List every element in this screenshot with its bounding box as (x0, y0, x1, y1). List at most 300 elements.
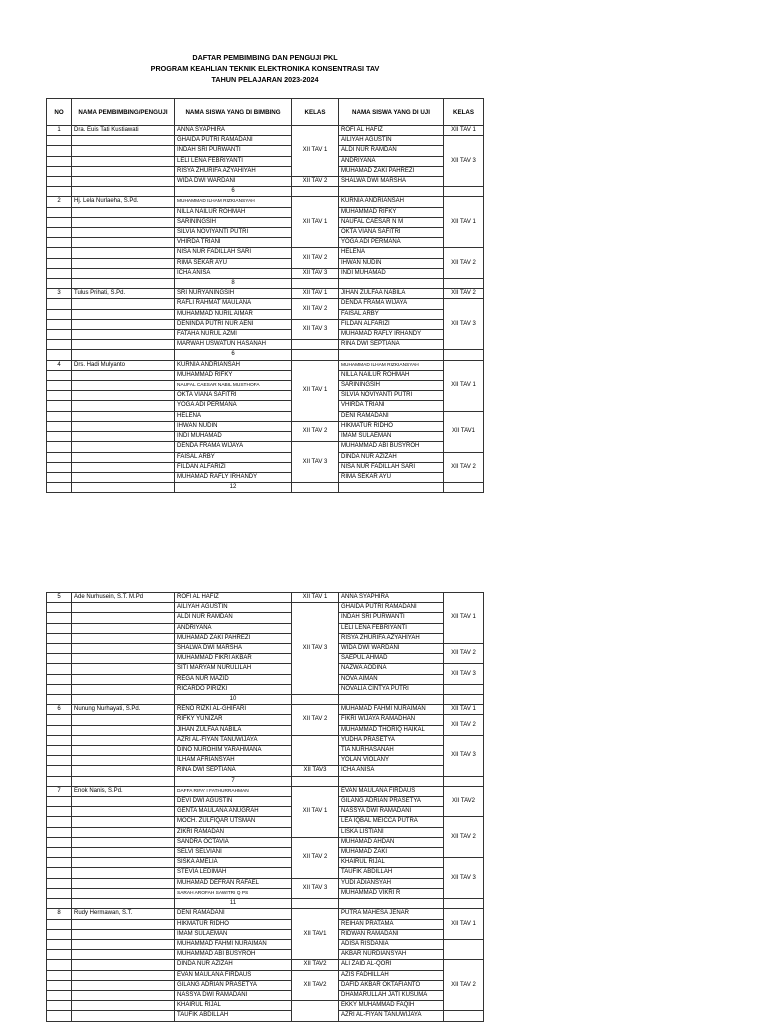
count-row (47, 695, 484, 705)
pembimbing-name (72, 644, 175, 654)
count-empty (339, 776, 444, 786)
table-header-row (47, 99, 484, 126)
pembimbing-name (72, 391, 175, 401)
row-no: 1 (47, 126, 72, 136)
count-empty (47, 350, 72, 360)
student-bimbing: FATAHA NURUL AZMI (175, 330, 292, 340)
kelas-bimbing: XII TAV 3 (292, 268, 339, 278)
student-bimbing: WIDA DWI WARDANI (175, 177, 292, 187)
student-uji: WIDA DWI WARDANI (339, 644, 444, 654)
student-uji: MUHAMAD RAFLY IRHANDY (339, 330, 444, 340)
student-bimbing: INDI MUHAMAD (175, 432, 292, 442)
pembimbing-name (72, 929, 175, 939)
row-no (47, 990, 72, 1000)
row-no (47, 136, 72, 146)
table-row (47, 797, 484, 807)
row-no (47, 432, 72, 442)
row-no (47, 238, 72, 248)
count-empty (444, 899, 484, 909)
row-no (47, 623, 72, 633)
row-no: 4 (47, 360, 72, 370)
row-no (47, 472, 72, 482)
kelas-bimbing (292, 735, 339, 766)
pembimbing-name (72, 472, 175, 482)
kelas-bimbing: XII TAV 2 (292, 177, 339, 187)
row-no (47, 633, 72, 643)
student-count: 12 (175, 483, 292, 493)
table-row (47, 146, 484, 156)
doc-title-line2: PROGRAM KEAHLIAN TEKNIK ELEKTRONIKA KONSENTRASI TAV (150, 64, 380, 73)
table-row (47, 970, 484, 980)
student-bimbing: SARAH AROFAH SAWITRI Q PS (175, 888, 292, 898)
student-uji: IMAM SULAEMAN (339, 432, 444, 442)
student-bimbing: ICHA ANISA (175, 268, 292, 278)
student-count: 10 (175, 695, 292, 705)
col-kelas-uji: KELAS (444, 99, 484, 126)
student-bimbing: LELI LENA FEBRIYANTI (175, 156, 292, 166)
student-uji: MUHAMMAD VIKRI R (339, 888, 444, 898)
table-row (47, 370, 484, 380)
table-row (47, 868, 484, 878)
pembimbing-name (72, 848, 175, 858)
pembimbing-name (72, 1001, 175, 1011)
student-count: 11 (175, 899, 292, 909)
student-uji: NILLA NAILUR ROHMAH (339, 370, 444, 380)
row-no (47, 462, 72, 472)
row-no (47, 309, 72, 319)
student-bimbing: MARWAH USWATUN HASANAH (175, 340, 292, 350)
pembimbing-name (72, 664, 175, 674)
pembimbing-name (72, 990, 175, 1000)
student-uji: VHIRDA TRIANI (339, 401, 444, 411)
table-row (47, 837, 484, 847)
kelas-uji: XII TAV 1 (444, 126, 484, 136)
kelas-bimbing: XII TAV 2 (292, 705, 339, 736)
row-no (47, 370, 72, 380)
student-uji: LEA IQBAL MEICCA PUTRA (339, 817, 444, 827)
student-uji: ALI ZAID AL-QORI (339, 960, 444, 970)
kelas-uji: XII TAV 3 (444, 299, 484, 350)
pembimbing-name (72, 735, 175, 745)
pembimbing-name (72, 960, 175, 970)
student-uji: MUHAMAD AHDAN (339, 837, 444, 847)
kelas-uji: XII TAV 2 (444, 817, 484, 858)
student-bimbing: NASSYA DWI RAMADANI (175, 990, 292, 1000)
row-no (47, 939, 72, 949)
row-no (47, 381, 72, 391)
pembimbing-name: Hj. Lela Nurlaeha, S.Pd. (72, 197, 175, 207)
student-bimbing: AILIYAH AGUSTIN (175, 603, 292, 613)
pembimbing-name (72, 228, 175, 238)
row-no (47, 268, 72, 278)
count-empty (47, 483, 72, 493)
student-uji: RIMA SEKAR AYU (339, 472, 444, 482)
student-bimbing: RENO RIZKI AL-GHIFARI (175, 705, 292, 715)
row-no (47, 177, 72, 187)
pembimbing-name (72, 888, 175, 898)
student-bimbing: SARININGSIH (175, 217, 292, 227)
student-uji: AKBAR NURDIANSYAH (339, 950, 444, 960)
table-row (47, 258, 484, 268)
pembimbing-name (72, 654, 175, 664)
student-uji: MUHAMMAD THORIQ HAIKAL (339, 725, 444, 735)
student-bimbing: OKTA VIANA SAFITRI (175, 391, 292, 401)
pembimbing-name (72, 330, 175, 340)
student-uji: SILVIA NOVIYANTI PUTRI (339, 391, 444, 401)
pembimbing-name (72, 603, 175, 613)
kelas-uji (444, 939, 484, 959)
assignment-table-page1 (46, 98, 484, 493)
row-no (47, 766, 72, 776)
kelas-bimbing (292, 340, 339, 350)
count-empty (72, 350, 175, 360)
count-empty (72, 776, 175, 786)
pembimbing-name (72, 797, 175, 807)
student-uji: YUDHA PRASETYA (339, 735, 444, 745)
kelas-bimbing: XII TAV 3 (292, 319, 339, 339)
row-no (47, 970, 72, 980)
pembimbing-name: Rudy Hermawan, S.T. (72, 909, 175, 919)
row-no (47, 258, 72, 268)
student-bimbing: SISKA AMELIA (175, 858, 292, 868)
table-row (47, 319, 484, 329)
student-uji: GHAIDA PUTRI RAMADANI (339, 603, 444, 613)
kelas-uji: XII TAV 3 (444, 664, 484, 684)
student-uji: ROFI AL HAFIZ (339, 126, 444, 136)
kelas-bimbing: XII TAV2 (292, 970, 339, 1001)
kelas-bimbing: XII TAV 1 (292, 593, 339, 603)
student-uji: TIA NURHASANAH (339, 746, 444, 756)
student-count: 6 (175, 350, 292, 360)
count-row (47, 899, 484, 909)
student-bimbing: AZRI AL-FIYAN TANUWIJAYA (175, 735, 292, 745)
pembimbing-name (72, 268, 175, 278)
count-empty (444, 279, 484, 289)
pembimbing-name (72, 217, 175, 227)
student-uji: PUTRA MAHESA JENAR (339, 909, 444, 919)
pembimbing-name (72, 827, 175, 837)
row-no (47, 1011, 72, 1021)
student-bimbing: RISYA ZHURIFA AZYAHIYAH (175, 166, 292, 176)
table-row (47, 136, 484, 146)
count-empty (47, 187, 72, 197)
pembimbing-name (72, 401, 175, 411)
row-no (47, 929, 72, 939)
table-row (47, 360, 484, 370)
kelas-uji: XII TAV2 (444, 786, 484, 817)
kelas-bimbing: XII TAV 3 (292, 603, 339, 695)
table-row (47, 391, 484, 401)
count-empty (47, 899, 72, 909)
table-row (47, 289, 484, 299)
kelas-uji: XII TAV 1 (444, 197, 484, 248)
student-uji: ANNA SYAPHIRA (339, 593, 444, 603)
count-row (47, 187, 484, 197)
student-count: 7 (175, 776, 292, 786)
student-bimbing: FILDAN ALFARIZI (175, 462, 292, 472)
row-no (47, 868, 72, 878)
student-uji: TAUFIK ABDILLAH (339, 868, 444, 878)
student-uji: ALDI NUR RAMDAN (339, 146, 444, 156)
student-bimbing: SELVI SELVIANI (175, 848, 292, 858)
student-bimbing: GHAIDA PUTRI RAMADANI (175, 136, 292, 146)
kelas-bimbing: XII TAV 1 (292, 360, 339, 421)
count-empty (292, 483, 339, 493)
table-row (47, 756, 484, 766)
row-no: 6 (47, 705, 72, 715)
count-empty (444, 695, 484, 705)
table-row (47, 238, 484, 248)
row-no (47, 1001, 72, 1011)
student-uji: YUDI ADIANSYAH (339, 878, 444, 888)
student-uji: DHAMARULLAH JATI KUSUMA (339, 990, 444, 1000)
count-empty (339, 187, 444, 197)
student-bimbing: RINA DWI SEPTIANA (175, 766, 292, 776)
table-row (47, 939, 484, 949)
student-bimbing: SRI NURYANINGSIH (175, 289, 292, 299)
count-empty (339, 695, 444, 705)
pembimbing-name (72, 299, 175, 309)
student-bimbing: JIHAN ZULFAA NABILA (175, 725, 292, 735)
row-no (47, 888, 72, 898)
student-uji: KHAIRUL RIJAL (339, 858, 444, 868)
student-uji: MUHAMMAD ABI BUSYROH (339, 442, 444, 452)
row-no (47, 654, 72, 664)
student-uji: MUHAMMAD RIFKY (339, 207, 444, 217)
student-uji: NISA NUR FADILLAH SARI (339, 462, 444, 472)
table-row (47, 309, 484, 319)
student-uji: ICHA ANISA (339, 766, 444, 776)
count-empty (444, 776, 484, 786)
student-uji: REIHAN PRATAMA (339, 919, 444, 929)
table-row (47, 197, 484, 207)
student-uji: YOGA ADI PERMANA (339, 238, 444, 248)
row-no (47, 858, 72, 868)
row-no (47, 217, 72, 227)
pembimbing-name (72, 156, 175, 166)
count-empty (72, 483, 175, 493)
student-uji: MUHAMAD ZAKI (339, 848, 444, 858)
row-no (47, 228, 72, 238)
student-bimbing: ILHAM AFRIANSYAH (175, 756, 292, 766)
pembimbing-name (72, 919, 175, 929)
student-bimbing: MUHAMMAD FIKRI AKBAR (175, 654, 292, 664)
kelas-bimbing: XII TAV 2 (292, 421, 339, 441)
count-empty (339, 350, 444, 360)
count-empty (339, 899, 444, 909)
table-row (47, 807, 484, 817)
table-row (47, 725, 484, 735)
student-bimbing: TAUFIK ABDILLAH (175, 1011, 292, 1021)
student-uji: LELI LENA FEBRIYANTI (339, 623, 444, 633)
pembimbing-name (72, 442, 175, 452)
row-no (47, 725, 72, 735)
pembimbing-name (72, 878, 175, 888)
row-no (47, 746, 72, 756)
student-bimbing: MUHAMMAD FAHMI NURAIMAN (175, 939, 292, 949)
table-row (47, 432, 484, 442)
count-empty (292, 695, 339, 705)
table-row (47, 674, 484, 684)
pembimbing-name (72, 613, 175, 623)
pembimbing-name (72, 319, 175, 329)
row-no (47, 156, 72, 166)
pembimbing-name (72, 452, 175, 462)
table-row (47, 644, 484, 654)
student-uji: RINA DWI SEPTIANA (339, 340, 444, 350)
row-no (47, 980, 72, 990)
student-bimbing: MUHAMAD DEFRAN RAFAEL (175, 878, 292, 888)
pembimbing-name (72, 746, 175, 756)
pembimbing-name (72, 1011, 175, 1021)
count-empty (444, 187, 484, 197)
pembimbing-name: Nunung Nurhayati, S.Pd. (72, 705, 175, 715)
row-no (47, 837, 72, 847)
table-row (47, 654, 484, 664)
kelas-uji: XII TAV 1 (444, 593, 484, 644)
row-no (47, 299, 72, 309)
student-uji: MUHAMAD ZAKI PAHREZI (339, 166, 444, 176)
pembimbing-name (72, 715, 175, 725)
pembimbing-name: Drs. Hadi Mulyanto (72, 360, 175, 370)
table-row (47, 715, 484, 725)
kelas-uji: XII TAV 3 (444, 735, 484, 776)
count-empty (444, 350, 484, 360)
student-uji: JIHAN ZULFAA NABILA (339, 289, 444, 299)
row-no (47, 684, 72, 694)
col-kelas-bimbing: KELAS (292, 99, 339, 126)
student-uji: SAEPUL AHMAD (339, 654, 444, 664)
row-no: 2 (47, 197, 72, 207)
kelas-uji: XII TAV 1 (444, 360, 484, 411)
table-row (47, 401, 484, 411)
row-no: 7 (47, 786, 72, 796)
table-row (47, 452, 484, 462)
student-bimbing: MUHAMMAD ABI BUSYROH (175, 950, 292, 960)
row-no (47, 391, 72, 401)
kelas-bimbing: XII TAV 1 (292, 289, 339, 299)
student-uji: HIKMATUR RIDHO (339, 421, 444, 431)
student-bimbing: DENINDA PUTRI NUR AENI (175, 319, 292, 329)
table-row (47, 1011, 484, 1021)
student-bimbing: ROFI AL HAFIZ (175, 593, 292, 603)
student-bimbing: DENI RAMADANI (175, 909, 292, 919)
row-no (47, 603, 72, 613)
row-no (47, 950, 72, 960)
table-row (47, 462, 484, 472)
student-uji: FIKRI WIJAYA RAMADHAN (339, 715, 444, 725)
kelas-bimbing: XII TAV3 (292, 766, 339, 776)
table-row (47, 980, 484, 990)
student-uji: NOVALIA CINTYA PUTRI (339, 684, 444, 694)
pembimbing-name (72, 950, 175, 960)
table-row (47, 411, 484, 421)
pembimbing-name (72, 248, 175, 258)
table-row (47, 960, 484, 970)
count-empty (339, 279, 444, 289)
row-no (47, 319, 72, 329)
kelas-bimbing (292, 1001, 339, 1021)
kelas-bimbing: XII TAV 1 (292, 786, 339, 837)
kelas-uji: XII TAV 3 (444, 858, 484, 899)
row-no (47, 207, 72, 217)
student-bimbing: IHWAN NUDIN (175, 421, 292, 431)
pembimbing-name (72, 684, 175, 694)
row-no (47, 797, 72, 807)
table-row (47, 340, 484, 350)
table-row (47, 166, 484, 176)
student-count: 8 (175, 279, 292, 289)
table-row (47, 919, 484, 929)
table-row (47, 746, 484, 756)
table-row (47, 878, 484, 888)
student-uji: EVAN MAULANA FIRDAUS (339, 786, 444, 796)
student-uji: GILANG ADRIAN PRASETYA (339, 797, 444, 807)
kelas-uji (444, 684, 484, 694)
student-uji: INDI MUHAMAD (339, 268, 444, 278)
pembimbing-name (72, 411, 175, 421)
student-bimbing: IMAM SULAEMAN (175, 929, 292, 939)
kelas-uji: XII TAV1 (444, 411, 484, 452)
row-no (47, 817, 72, 827)
student-uji: SARININGSIH (339, 381, 444, 391)
kelas-bimbing: XII TAV2 (292, 960, 339, 970)
row-no (47, 919, 72, 929)
count-empty (72, 279, 175, 289)
student-uji: NOVA AIMAN (339, 674, 444, 684)
student-uji: IHWAN NUDIN (339, 258, 444, 268)
table-row (47, 593, 484, 603)
table-row (47, 228, 484, 238)
student-uji: NAUFAL CAESAR N M (339, 217, 444, 227)
student-bimbing: SILVIA NOVIYANTI PUTRI (175, 228, 292, 238)
kelas-uji: XII TAV 2 (444, 960, 484, 1011)
kelas-uji: XII TAV 2 (444, 452, 484, 483)
student-bimbing: SHALWA DWI MARSHA (175, 644, 292, 654)
student-uji: ANDRIYANA (339, 156, 444, 166)
student-bimbing: YOGA ADI PERMANA (175, 401, 292, 411)
col-no: NO (47, 99, 72, 126)
table-row (47, 603, 484, 613)
count-empty (444, 483, 484, 493)
table-row (47, 177, 484, 187)
row-no (47, 715, 72, 725)
pembimbing-name: Enok Nanis, S.Pd. (72, 786, 175, 796)
student-bimbing: DENDA FRAMA WIJAYA (175, 442, 292, 452)
pembimbing-name (72, 166, 175, 176)
student-bimbing: DAFFA RIFA' I FATHURRAHMAN (175, 786, 292, 796)
table-row (47, 613, 484, 623)
student-bimbing: FAISAL ARBY (175, 452, 292, 462)
pembimbing-name (72, 421, 175, 431)
student-bimbing: SITI MARYAM NURULILAH (175, 664, 292, 674)
student-bimbing: GILANG ADRIAN PRASETYA (175, 980, 292, 990)
table-row (47, 848, 484, 858)
student-uji: INDAH SRI PURWANTI (339, 613, 444, 623)
table-row (47, 472, 484, 482)
row-no: 5 (47, 593, 72, 603)
student-uji: MUHAMAD FAHMI NURAIMAN (339, 705, 444, 715)
table-row (47, 633, 484, 643)
table-row (47, 705, 484, 715)
kelas-bimbing: XII TAV 2 (292, 299, 339, 319)
kelas-bimbing: XII TAV 3 (292, 442, 339, 483)
table-row (47, 207, 484, 217)
table-row (47, 929, 484, 939)
pembimbing-name: Tulus Prihati, S.Pd. (72, 289, 175, 299)
row-no (47, 664, 72, 674)
count-empty (292, 279, 339, 289)
